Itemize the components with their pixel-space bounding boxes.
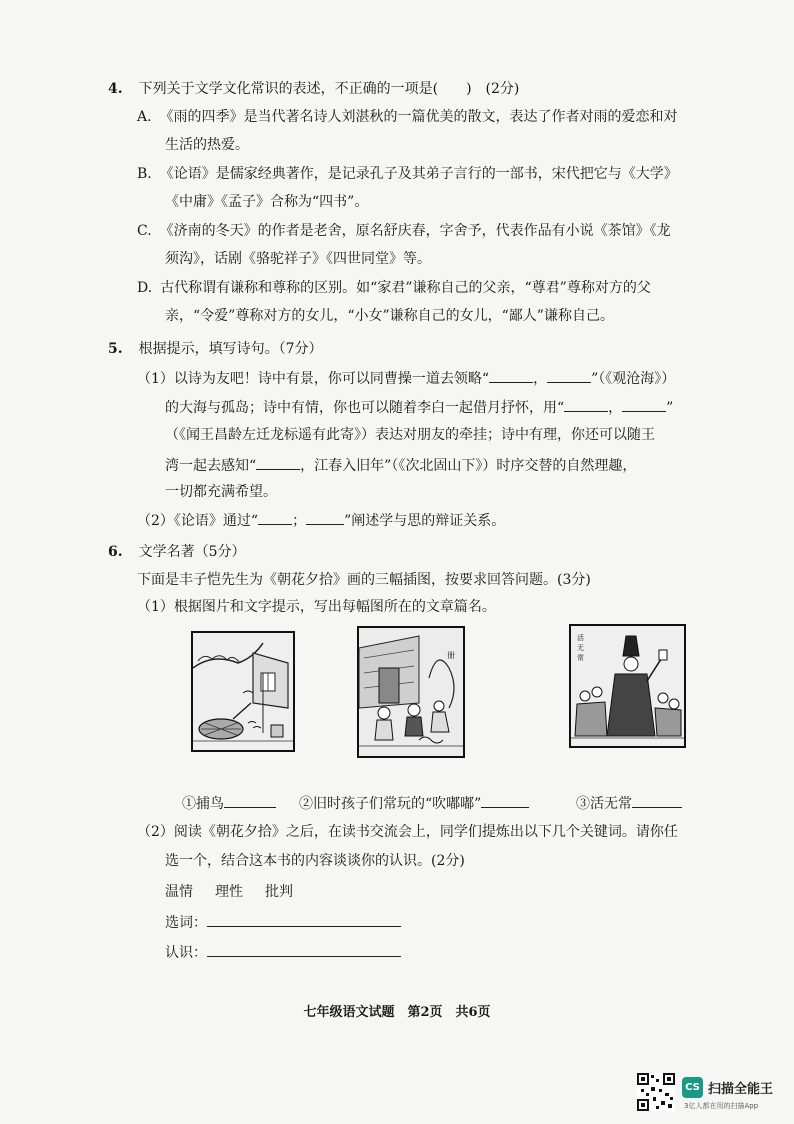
answer-blank[interactable]: [256, 455, 300, 470]
caption-2: ②旧时孩子们常玩的“吹嘟嘟”: [299, 793, 529, 813]
choice-row: 选词：: [165, 912, 401, 932]
choice-answer-line[interactable]: [207, 912, 401, 927]
svg-text:常: 常: [577, 654, 584, 662]
q5-part1-line3: （《闻王昌龄左迁龙标遥有此寄》）表达对朋友的牵挂；诗中有理，你还可以随王: [165, 427, 655, 443]
svg-text:活: 活: [577, 634, 584, 642]
q4-option-b-line1: B. 《论语》是儒家经典著作，是记录孔子及其弟子言行的一部书，宋代把它与《大学》: [137, 166, 678, 182]
camscanner-name: 扫描全能王: [708, 1082, 774, 1097]
keyword-critique: 批判: [265, 884, 293, 900]
caption-1: ①捕鸟: [182, 793, 276, 813]
caption-3: ③活无常: [576, 793, 682, 813]
svg-text:卌: 卌: [447, 651, 455, 660]
q4-option-d-line1: D. 古代称谓有谦称和尊称的区别。如“家君”谦称自己的父亲，“尊君”尊称对方的父: [137, 280, 651, 296]
q5-part1-line2: 的大海与孤岛；诗中有情，你也可以随着李白一起借月抒怀，用“ ， ”: [165, 397, 673, 417]
answer-blank[interactable]: [632, 793, 682, 808]
q6-sub1: （1）根据图片和文字提示，写出每幅图所在的文章篇名。: [137, 599, 496, 615]
svg-text:无: 无: [577, 644, 584, 652]
q6-sub2-line2: 选一个，结合这本书的内容谈谈你的认识。(2分): [165, 853, 465, 869]
keyword-reason: 理性: [215, 884, 243, 900]
q5-stem: 5. 根据提示，填写诗句。（7分）: [108, 341, 323, 357]
q4-option-b-line2: 《中庸》《孟子》合称为“四书”。: [165, 194, 369, 210]
camscanner-tagline: 3亿人都在用的扫描App: [684, 1102, 759, 1110]
answer-blank[interactable]: [481, 793, 529, 808]
answer-blank[interactable]: [547, 368, 591, 383]
q4-stem: 4. 下列关于文学文化常识的表述，不正确的一项是( ) (2分): [108, 81, 520, 97]
view-row: 认识：: [165, 942, 401, 962]
answer-blank[interactable]: [306, 510, 344, 525]
q5-part1-line5: 一切都充满希望。: [165, 484, 277, 500]
q4-option-d-line2: 亲，“令爱”尊称对方的女儿，“小女”谦称自己的女儿，“鄙人”谦称自己。: [165, 308, 614, 324]
q4-option-c-line2: 须沟》，话剧《骆驼祥子》《四世同堂》等。: [165, 251, 431, 267]
answer-blank[interactable]: [622, 397, 666, 412]
answer-blank[interactable]: [564, 397, 608, 412]
q5-part2: （2）《论语》通过“ ； ”阐述学与思的辩证关系。: [137, 510, 505, 530]
illustration-wuchang: [569, 624, 686, 748]
qr-code-icon: [637, 1073, 675, 1111]
q4-option-a-line1: A. 《雨的四季》是当代著名诗人刘湛秋的一篇优美的散文，表达了作者对雨的爱恋和对: [137, 109, 678, 125]
camscanner-logo-icon: CS: [682, 1077, 703, 1098]
keyword-list: [165, 883, 293, 901]
q6-stem: 6. 文学名著（5分）: [108, 544, 246, 560]
q5-part1-line4: 湾一起去感知“ ，江春入旧年”（《次北固山下》）时序交替的自然理趣，: [165, 455, 636, 475]
page-footer: 七年级语文试题 第2页 共6页: [303, 1005, 491, 1020]
q4-option-c-line1: C. 《济南的冬天》的作者是老舍，原名舒庆春，字舍予，代表作品有小说《茶馆》《龙: [137, 223, 671, 239]
q4-option-a-line2: 生活的热爱。: [165, 137, 249, 153]
q6-intro: 下面是丰子恺先生为《朝花夕拾》画的三幅插图，按要求回答问题。(3分): [137, 572, 591, 588]
answer-blank[interactable]: [258, 510, 292, 525]
illustration-children-playing: [357, 626, 465, 758]
answer-blank[interactable]: [489, 368, 533, 383]
view-answer-line[interactable]: [207, 942, 401, 957]
illustration-catching-birds: [191, 631, 295, 752]
answer-blank[interactable]: [224, 793, 276, 808]
q6-sub2-line1: （2）阅读《朝花夕拾》之后，在读书交流会上，同学们提炼出以下几个关键词。请你任: [137, 824, 678, 840]
keyword-warmth: 温情: [165, 884, 193, 900]
q5-part1-line1: （1）以诗为友吧！诗中有景，你可以同曹操一道去领略“ ， ”（《观沧海》）: [137, 368, 675, 388]
